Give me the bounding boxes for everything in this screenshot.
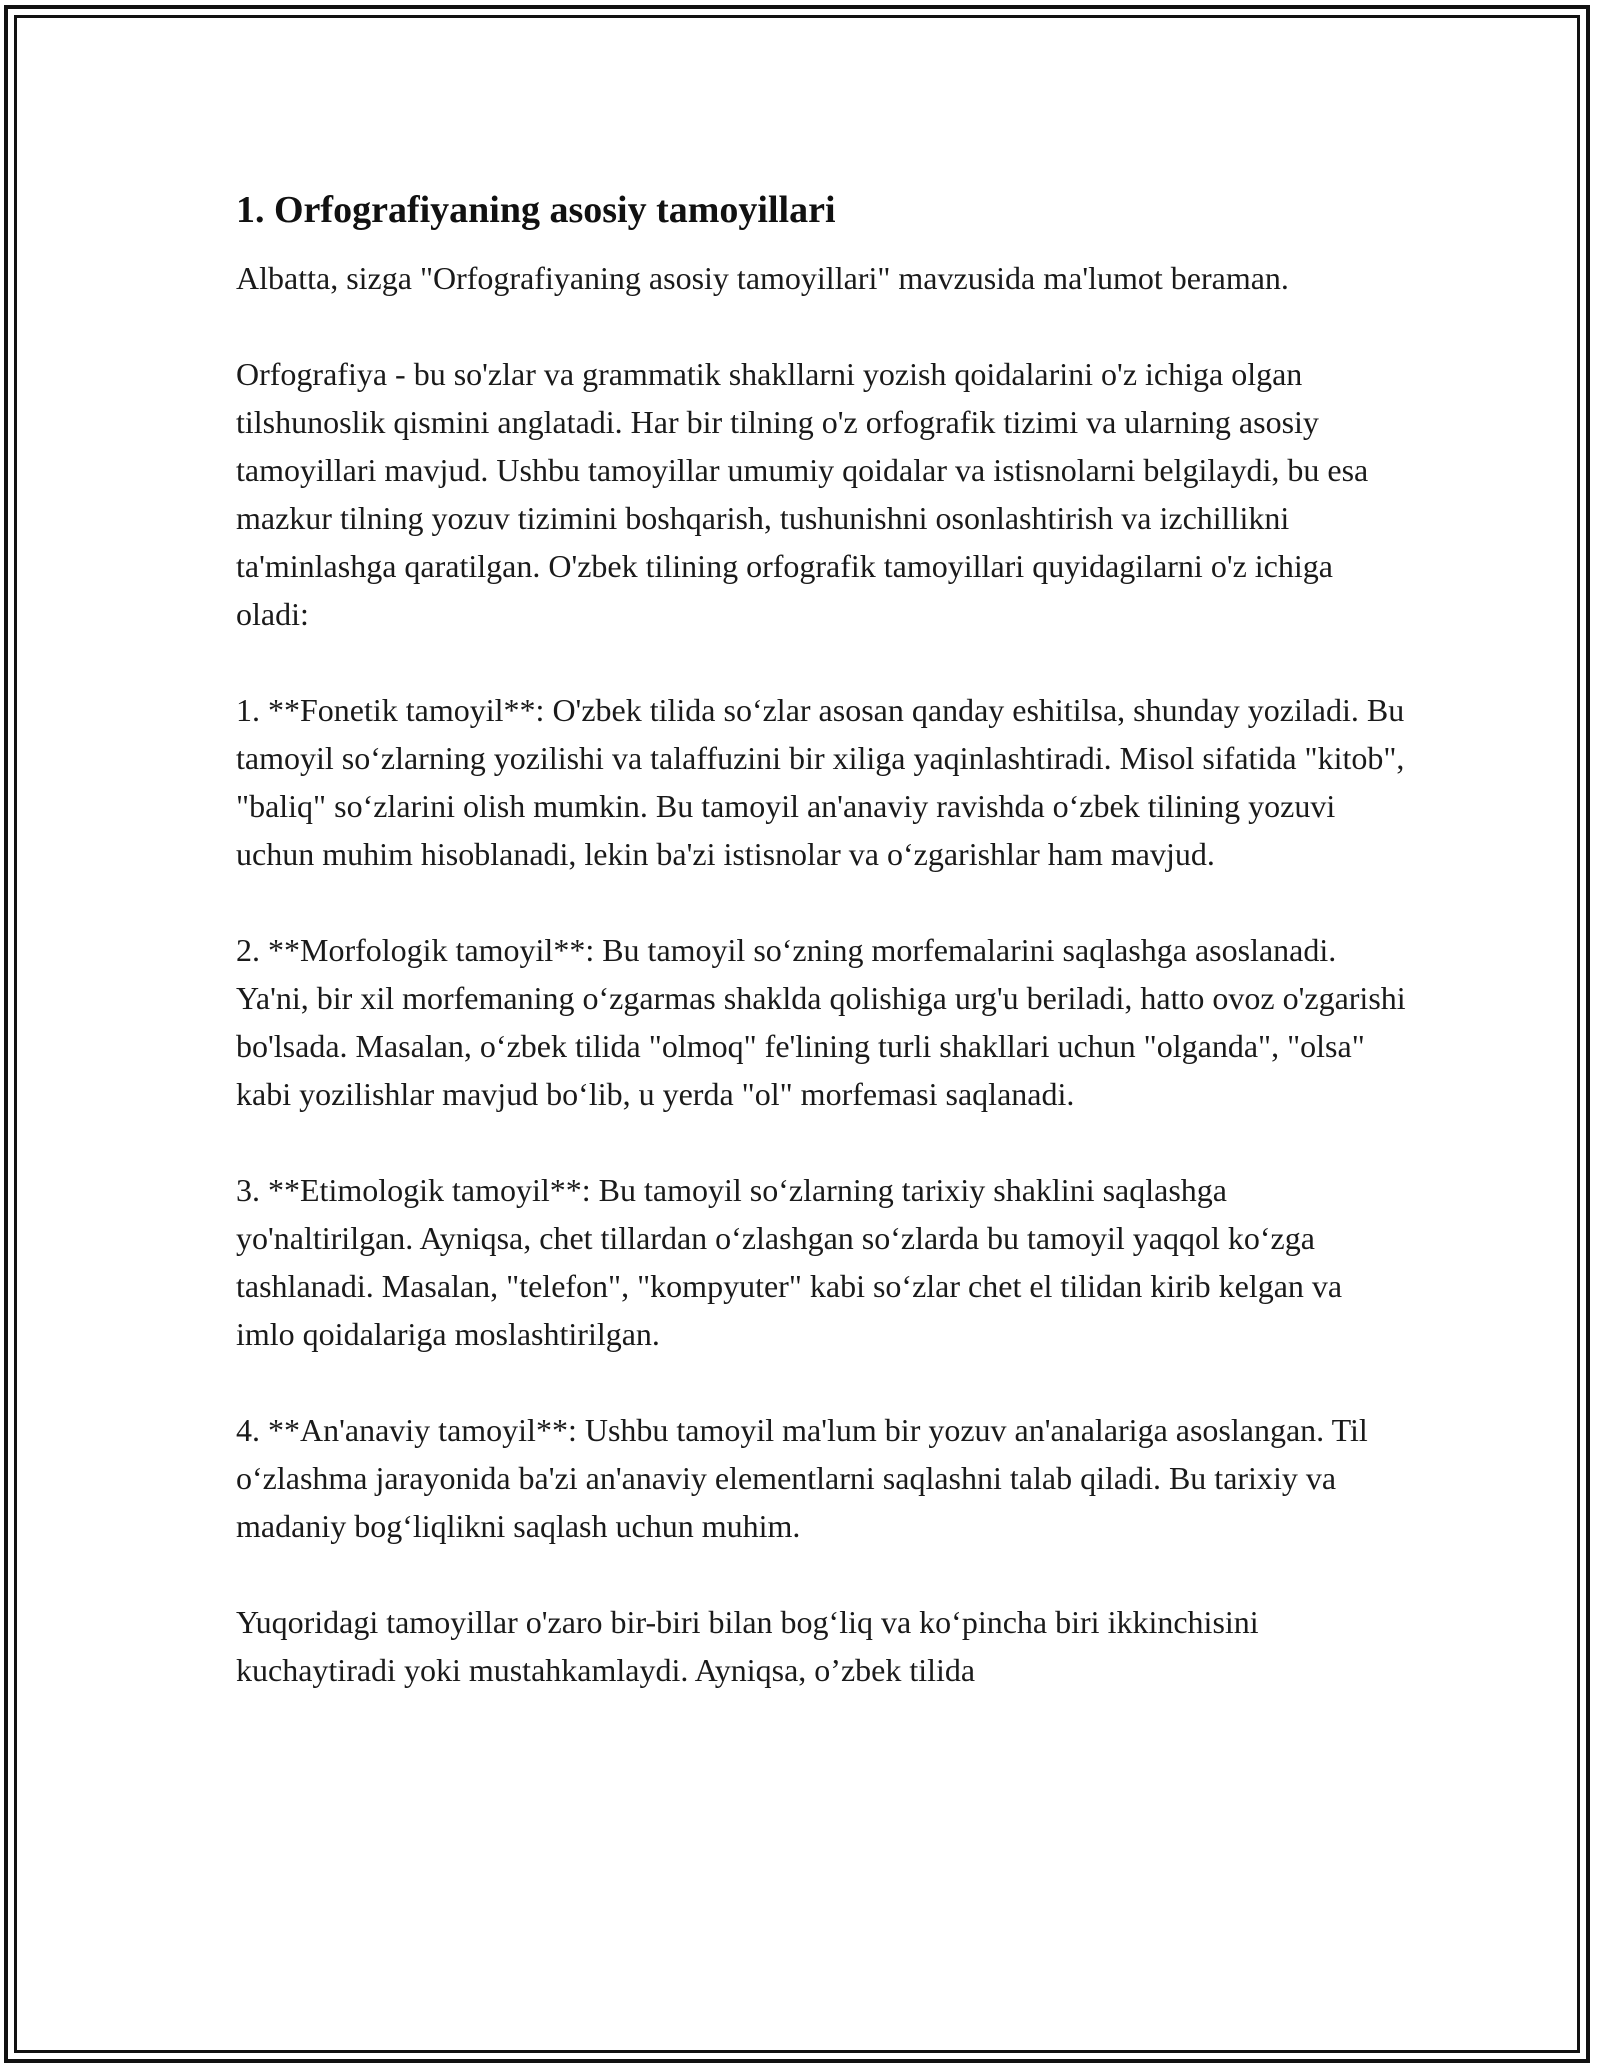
morphological-principle-paragraph: 2. **Morfologik tamoyil**: Bu tamoyil so‘zning morfemalarini saqlashga asoslanadi. Ya'ni, bir xil morfemaning o‘zgarmas shaklda qolishiga urg'u beriladi, hatto ovoz o'zgarishi bo'lsada. Masalan, o‘zbek tilida "olmoq" fe'lining turli shakllari uchun "olganda", "olsa" kabi yozilishlar mavjud bo‘lib, u yerda "ol" morfemasi saqlanadi. xyxy=(236,932,1406,1112)
definition-paragraph: Orfografiya - bu so'zlar va grammatik shakllarni yozish qoidalarini o'z ichiga olgan tilshunoslik qismini anglatadi. Har bir tilning o'z orfografik tizimi va ularning asosiy tamoyillari mavjud. Ushbu tamoyillar umumiy qoidalar va istisnolarni belgilaydi, bu esa mazkur tilning yozuv tizimini boshqarish, tushunishni osonlashtirish va izchillikni ta'minlashga qaratilgan. O'zbek tilining orfografik tamoyillari quyidagilarni o'z ichiga oladi: xyxy=(236,356,1369,632)
traditional-principle-paragraph: 4. **An'anaviy tamoyil**: Ushbu tamoyil ma'lum bir yozuv an'analariga asoslangan. Til o‘zlashma jarayonida ba'zi an'anaviy elementlarni saqlashni talab qiladi. Bu tarixiy va madaniy bog‘liqlikni saqlash uchun muhim. xyxy=(236,1412,1368,1544)
document-body xyxy=(236,186,1406,1694)
section-heading: 1. Orfografiyaning asosiy tamoyillari xyxy=(236,189,836,231)
intro-paragraph: Albatta, sizga "Orfografiyaning asosiy tamoyillari" mavzusida ma'lumot beraman. xyxy=(236,260,1289,296)
phonetic-principle-paragraph: 1. **Fonetik tamoyil**: O'zbek tilida so‘zlar asosan qanday eshitilsa, shunday yoziladi. Bu tamoyil so‘zlarning yozilishi va talaffuzini bir xiliga yaqinlashtiradi. Misol sifatida "kitob", "baliq" so‘zlarini olish mumkin. Bu tamoyil an'anaviy ravishda o‘zbek tilining yozuvi uchun muhim hisoblanadi, lekin ba'zi istisnolar va o‘zgarishlar ham mavjud. xyxy=(236,692,1405,872)
conclusion-paragraph: Yuqoridagi tamoyillar o'zaro bir-biri bilan bog‘liq va ko‘pincha biri ikkinchisini kuchaytiradi yoki mustahkamlaydi. Ayniqsa, o’zbek tilida xyxy=(236,1604,1259,1688)
etymological-principle-paragraph: 3. **Etimologik tamoyil**: Bu tamoyil so‘zlarning tarixiy shaklini saqlashga yo'naltirilgan. Ayniqsa, chet tillardan o‘zlashgan so‘zlarda bu tamoyil yaqqol ko‘zga tashlanadi. Masalan, "telefon", "kompyuter" kabi so‘zlar chet el tilidan kirib kelgan va imlo qoidalariga moslashtirilgan. xyxy=(236,1172,1343,1352)
